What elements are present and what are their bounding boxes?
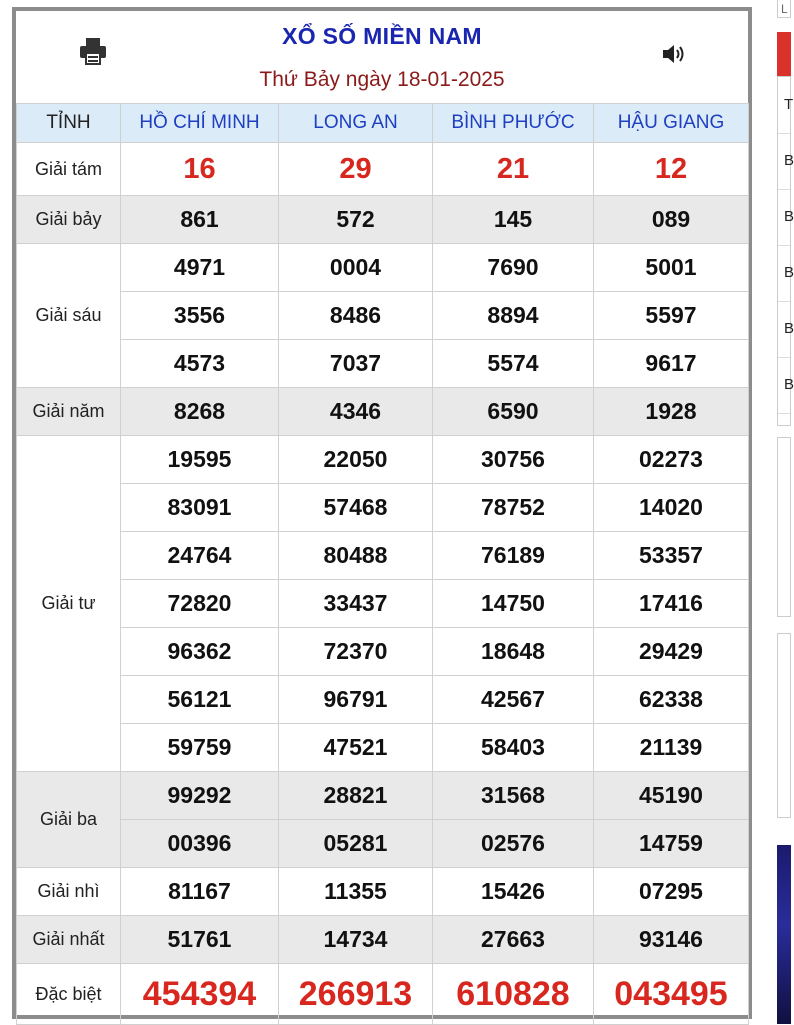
prize-row-giai-tu [17,580,749,628]
result-number: 089 [594,196,749,244]
province-link-binh-phuoc[interactable]: BÌNH PHƯỚC [433,104,594,143]
result-number: 1928 [594,388,749,436]
result-number: 07295 [594,868,749,916]
result-number: 12 [594,143,749,196]
result-number: 72820 [121,580,279,628]
province-link-long-an[interactable]: LONG AN [279,104,433,143]
result-number: 31568 [433,772,594,820]
prize-label: Giải tám [17,143,121,196]
prize-label: Giải năm [17,388,121,436]
prize-row-giai-ba [17,772,749,820]
result-number: 28821 [279,772,433,820]
result-number: 0004 [279,244,433,292]
sidebar-banner-image[interactable] [777,845,791,1024]
prize-row-giai-sau [17,292,749,340]
result-number: 7037 [279,340,433,388]
result-number: 78752 [433,484,594,532]
result-number: 62338 [594,676,749,724]
result-number: 11355 [279,868,433,916]
prize-label: Giải tư [17,436,121,772]
result-number: 3556 [121,292,279,340]
result-number: 4971 [121,244,279,292]
result-number: 81167 [121,868,279,916]
sound-button[interactable] [661,41,689,67]
result-number: 02273 [594,436,749,484]
result-number: 15426 [433,868,594,916]
prize-row-giai-tu [17,676,749,724]
results-panel [12,7,752,1019]
prize-row-giai-nhat [17,916,749,964]
prize-row-giai-tu [17,532,749,580]
special-prize-number: 610828 [433,964,594,1025]
result-number: 22050 [279,436,433,484]
sidebar-top-box [777,0,791,18]
result-number: 33437 [279,580,433,628]
province-column-header: TỈNH [17,104,121,143]
result-number: 02576 [433,820,594,868]
sidebar-list-item[interactable]: B [778,245,790,302]
result-number: 56121 [121,676,279,724]
prize-label: Giải ba [17,772,121,868]
prize-row-giai-tu [17,436,749,484]
prize-row-giai-nhi [17,868,749,916]
prize-row-giai-tu [17,484,749,532]
sidebar-list-item[interactable]: T [778,77,790,134]
result-number: 47521 [279,724,433,772]
result-number: 14734 [279,916,433,964]
province-link-ho-chi-minh[interactable]: HỒ CHÍ MINH [121,104,279,143]
result-number: 99292 [121,772,279,820]
result-number: 42567 [433,676,594,724]
result-number: 30756 [433,436,594,484]
result-number: 9617 [594,340,749,388]
special-prize-number: 454394 [121,964,279,1025]
result-number: 14750 [433,580,594,628]
sidebar-list-item[interactable]: B [778,357,790,414]
result-number: 05281 [279,820,433,868]
result-number: 5574 [433,340,594,388]
result-number: 83091 [121,484,279,532]
prize-row-giai-bay [17,196,749,244]
result-number: 8268 [121,388,279,436]
prize-label: Giải sáu [17,244,121,388]
sidebar-list-item[interactable]: B [778,133,790,190]
result-number: 29 [279,143,433,196]
result-number: 80488 [279,532,433,580]
result-number: 72370 [279,628,433,676]
sidebar-list-item[interactable]: B [778,189,790,246]
results-header [16,11,748,103]
prize-row-giai-tu [17,628,749,676]
result-number: 19595 [121,436,279,484]
prize-label: Giải nhì [17,868,121,916]
result-number: 8894 [433,292,594,340]
result-number: 21 [433,143,594,196]
result-number: 53357 [594,532,749,580]
prize-row-giai-nam [17,388,749,436]
page-title: XỔ SỐ MIỀN NAM [282,23,482,49]
result-number: 17416 [594,580,749,628]
sidebar-red-header [777,32,791,76]
province-link-hau-giang[interactable]: HẬU GIANG [594,104,749,143]
result-number: 29429 [594,628,749,676]
result-number: 4346 [279,388,433,436]
result-number: 96791 [279,676,433,724]
special-prize-number: 266913 [279,964,433,1025]
result-number: 4573 [121,340,279,388]
prize-row-giai-tam [17,143,749,196]
result-number: 57468 [279,484,433,532]
result-number: 76189 [433,532,594,580]
result-number: 5001 [594,244,749,292]
prize-row-giai-ba [17,820,749,868]
prize-row-giai-tu [17,724,749,772]
results-table [16,103,749,1025]
result-number: 27663 [433,916,594,964]
sidebar-widget [777,633,791,818]
speaker-icon [661,41,689,67]
sidebar-widget [777,437,791,617]
result-number: 145 [433,196,594,244]
result-number: 59759 [121,724,279,772]
result-number: 572 [279,196,433,244]
result-number: 14759 [594,820,749,868]
result-number: 8486 [279,292,433,340]
result-number: 6590 [433,388,594,436]
result-number: 18648 [433,628,594,676]
special-prize-number: 043495 [594,964,749,1025]
result-number: 861 [121,196,279,244]
result-number: 51761 [121,916,279,964]
prize-row-dac-biet [17,964,749,1025]
result-number: 00396 [121,820,279,868]
result-number: 7690 [433,244,594,292]
result-number: 21139 [594,724,749,772]
sidebar-list [777,76,794,426]
result-number: 93146 [594,916,749,964]
prize-row-giai-sau [17,340,749,388]
sidebar-list-item[interactable]: B [778,301,790,358]
prize-label: Giải bảy [17,196,121,244]
province-header-row [17,104,749,143]
result-number: 58403 [433,724,594,772]
sidebar-top-letter: L [781,2,788,16]
prize-row-giai-sau [17,244,749,292]
prize-label: Giải nhất [17,916,121,964]
result-number: 14020 [594,484,749,532]
result-number: 16 [121,143,279,196]
result-number: 5597 [594,292,749,340]
result-number: 24764 [121,532,279,580]
draw-date: Thứ Bảy ngày 18-01-2025 [259,68,505,91]
result-number: 45190 [594,772,749,820]
prize-label: Đặc biệt [17,964,121,1025]
result-number: 96362 [121,628,279,676]
